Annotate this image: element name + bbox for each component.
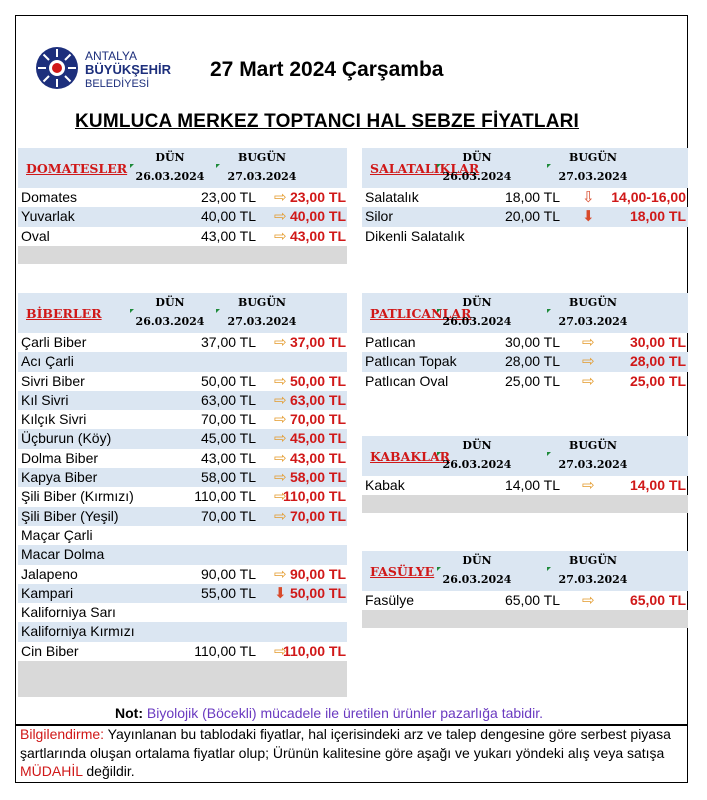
- price-today: 58,00 TL: [289, 469, 346, 486]
- product-name: Oval: [21, 227, 50, 244]
- product-name: Salatalık: [365, 189, 419, 205]
- note-text: Biyolojik (Böcekli) mücadele ile üretilen ürünler pazarlığa tabidir.: [146, 705, 543, 721]
- cell-marker-icon: [130, 309, 134, 313]
- trend-arrow-icon: ⬇: [274, 584, 287, 602]
- price-row: [18, 207, 347, 226]
- section-header: [362, 293, 688, 333]
- price-row: [18, 410, 347, 429]
- col-bugun-date: 27.03.2024: [558, 458, 628, 471]
- section-header: [362, 436, 688, 476]
- empty-row: [362, 495, 688, 513]
- price-row: [18, 526, 347, 545]
- product-name: Domates: [21, 189, 78, 205]
- cell-marker-icon: [437, 164, 441, 168]
- section-header: [18, 148, 347, 188]
- logo-line-1: ANTALYA: [85, 49, 138, 63]
- trend-arrow-icon: ⬇: [582, 208, 595, 226]
- product-name: Kıl Sivri: [21, 391, 69, 408]
- price-yesterday: 110,00 TL: [194, 488, 256, 505]
- trend-arrow-icon: ⇨: [582, 334, 595, 351]
- trend-arrow-icon: ⇨: [274, 227, 287, 245]
- price-today: 14,00-16,00: [611, 189, 686, 205]
- price-row: [362, 352, 688, 371]
- price-yesterday: 37,00 TL: [200, 334, 256, 350]
- info-text-before: Yayınlanan bu tablodaki fiyatlar, hal içerisindeki arz ve talep dengesine göre serbest piyasa şartlarında oluşan ortalama fiyatlar olup; Ürünün kalitesine göre aşağı ve yukarı yöndeki alış veya satışa: [20, 726, 671, 761]
- price-row: [18, 352, 347, 371]
- price-yesterday: 65,00 TL: [504, 592, 560, 608]
- product-name: Patlıcan: [365, 334, 416, 350]
- price-row: [18, 429, 347, 448]
- trend-arrow-icon: ⇨: [274, 411, 287, 429]
- section-biberler: [18, 293, 347, 697]
- product-name: Macar Dolma: [21, 546, 105, 563]
- trend-arrow-icon: ⇨: [274, 189, 287, 206]
- price-yesterday: 14,00 TL: [504, 477, 560, 493]
- price-yesterday: 43,00 TL: [200, 227, 256, 244]
- price-today: 14,00 TL: [629, 477, 686, 493]
- logo-line-3: BELEDİYESİ: [85, 78, 150, 90]
- product-name: Patlıcan Topak: [365, 353, 457, 370]
- col-bugun-date: 27.03.2024: [227, 315, 297, 328]
- empty-row: [18, 246, 347, 264]
- cell-marker-icon: [437, 452, 441, 456]
- info-label: Bilgilendirme:: [20, 726, 105, 742]
- price-yesterday: 90,00 TL: [200, 565, 256, 582]
- price-today: 110,00 TL: [282, 642, 346, 659]
- empty-row: [362, 610, 688, 628]
- note: [115, 705, 543, 721]
- product-name: Kampari: [21, 584, 74, 601]
- info-paragraph: [20, 725, 685, 781]
- price-yesterday: 18,00 TL: [504, 189, 560, 205]
- section-domatesler: [18, 148, 347, 264]
- price-yesterday: 63,00 TL: [200, 391, 256, 408]
- price-today: 110,00 TL: [282, 488, 346, 505]
- price-today: 43,00 TL: [289, 449, 346, 466]
- empty-row: [18, 679, 347, 697]
- price-row: [362, 227, 688, 246]
- price-today: 37,00 TL: [289, 334, 346, 350]
- sun-emblem-icon: [35, 46, 79, 90]
- price-yesterday: 70,00 TL: [200, 411, 256, 428]
- trend-arrow-icon: ⇨: [274, 488, 287, 506]
- col-bugun-date: 27.03.2024: [227, 170, 297, 183]
- cell-marker-icon: [547, 309, 551, 313]
- col-bugun-label: BUGÜN: [569, 554, 617, 567]
- trend-arrow-icon: ⇨: [274, 334, 287, 351]
- price-yesterday: 58,00 TL: [200, 469, 256, 486]
- cell-marker-icon: [216, 164, 220, 168]
- price-row: [362, 372, 688, 391]
- product-name: Sivri Biber: [21, 372, 85, 389]
- price-today: 70,00 TL: [289, 507, 346, 524]
- product-name: Dolma Biber: [21, 449, 99, 466]
- price-today: 30,00 TL: [629, 334, 686, 350]
- col-dun-label: DÜN: [155, 151, 185, 164]
- col-dun-date: 26.03.2024: [442, 315, 512, 328]
- product-name: Kaliforniya Sarı: [21, 604, 116, 621]
- info-highlight: MÜDAHİL: [20, 763, 83, 779]
- price-today: 65,00 TL: [629, 592, 686, 608]
- price-row: [18, 468, 347, 487]
- col-dun-date: 26.03.2024: [442, 458, 512, 471]
- trend-arrow-icon: ⇩: [582, 189, 595, 206]
- section-header: [362, 148, 688, 188]
- price-yesterday: 43,00 TL: [200, 449, 256, 466]
- page-title: KUMLUCA MERKEZ TOPTANCI HAL SEBZE FİYATLARI: [75, 111, 580, 132]
- category-title: PATLICANLAR: [370, 306, 472, 321]
- price-yesterday: 23,00 TL: [200, 189, 256, 205]
- price-row: [362, 188, 688, 207]
- col-bugun-date: 27.03.2024: [558, 573, 628, 586]
- price-today: 70,00 TL: [289, 411, 346, 428]
- price-today: 40,00 TL: [289, 208, 346, 225]
- price-yesterday: 55,00 TL: [200, 584, 256, 601]
- trend-arrow-icon: ⇨: [274, 449, 287, 467]
- cell-marker-icon: [547, 452, 551, 456]
- product-name: Maçar Çarli: [21, 526, 93, 543]
- cell-marker-icon: [130, 164, 134, 168]
- price-row: [18, 227, 347, 246]
- price-row: [18, 565, 347, 584]
- product-name: Yuvarlak: [21, 208, 75, 225]
- product-name: Şili Biber (Yeşil): [21, 507, 119, 524]
- product-name: Fasülye: [365, 592, 415, 608]
- price-row: [18, 449, 347, 468]
- price-row: [362, 333, 688, 352]
- price-today: 25,00 TL: [629, 372, 686, 389]
- price-today: 43,00 TL: [289, 227, 346, 244]
- price-yesterday: 40,00 TL: [200, 208, 256, 225]
- trend-arrow-icon: ⇨: [582, 353, 595, 371]
- note-label: Not:: [115, 705, 143, 721]
- category-title: BİBERLER: [26, 306, 102, 321]
- trend-arrow-icon: ⇨: [274, 565, 287, 583]
- product-name: Silor: [365, 208, 394, 225]
- price-yesterday: 30,00 TL: [504, 334, 560, 350]
- product-name: Kapya Biber: [21, 469, 98, 486]
- col-dun-label: DÜN: [155, 296, 185, 309]
- trend-arrow-icon: ⇨: [274, 372, 287, 390]
- cell-marker-icon: [547, 164, 551, 168]
- col-bugun-label: BUGÜN: [569, 439, 617, 452]
- price-yesterday: 45,00 TL: [200, 430, 256, 447]
- product-name: Çarli Biber: [21, 334, 87, 350]
- price-row: [18, 584, 347, 603]
- price-row: [18, 603, 347, 622]
- price-yesterday: 50,00 TL: [200, 372, 256, 389]
- trend-arrow-icon: ⇨: [582, 477, 595, 494]
- trend-arrow-icon: ⇨: [274, 430, 287, 448]
- price-row: [362, 207, 688, 226]
- price-row: [18, 188, 347, 207]
- col-bugun-label: BUGÜN: [569, 151, 617, 164]
- col-dun-date: 26.03.2024: [135, 170, 205, 183]
- product-name: Jalapeno: [21, 565, 78, 582]
- price-yesterday: 25,00 TL: [504, 372, 560, 389]
- cell-marker-icon: [437, 309, 441, 313]
- trend-arrow-icon: ⇨: [274, 507, 287, 525]
- col-dun-date: 26.03.2024: [442, 573, 512, 586]
- empty-row: [18, 661, 347, 679]
- price-today: 28,00 TL: [629, 353, 686, 370]
- col-dun-date: 26.03.2024: [442, 170, 512, 183]
- price-yesterday: 70,00 TL: [200, 507, 256, 524]
- price-today: 63,00 TL: [289, 391, 346, 408]
- price-row: [18, 622, 347, 641]
- price-row: [18, 507, 347, 526]
- price-row: [18, 642, 347, 661]
- info-text-after: değildir.: [82, 763, 135, 779]
- col-dun-label: DÜN: [462, 554, 492, 567]
- price-row: [18, 545, 347, 564]
- category-title: SALATALIKLAR: [370, 161, 480, 176]
- price-today: 50,00 TL: [289, 372, 346, 389]
- cell-marker-icon: [547, 567, 551, 571]
- price-row: [18, 372, 347, 391]
- trend-arrow-icon: ⇨: [582, 372, 595, 390]
- section-header: [18, 293, 347, 333]
- cell-marker-icon: [216, 309, 220, 313]
- cell-marker-icon: [437, 567, 441, 571]
- col-bugun-label: BUGÜN: [569, 296, 617, 309]
- trend-arrow-icon: ⇨: [582, 592, 595, 609]
- product-name: Dikenli Salatalık: [365, 227, 465, 244]
- col-dun-label: DÜN: [462, 296, 492, 309]
- logo-line-2: BÜYÜKŞEHİR: [85, 62, 171, 77]
- product-name: Cin Biber: [21, 642, 79, 659]
- product-name: Üçburun (Köy): [21, 430, 112, 447]
- price-row: [18, 333, 347, 352]
- section-patlicanlar: [362, 293, 688, 391]
- section-salataliklar: [362, 148, 688, 246]
- municipality-logo: [35, 46, 175, 96]
- product-name: Kılçık Sivri: [21, 411, 87, 428]
- section-fasulye: [362, 551, 688, 628]
- trend-arrow-icon: ⇨: [274, 642, 287, 660]
- product-name: Acı Çarli: [21, 353, 74, 370]
- col-bugun-label: BUGÜN: [238, 296, 286, 309]
- product-name: Şili Biber (Kırmızı): [21, 488, 134, 505]
- price-today: 50,00 TL: [289, 584, 346, 601]
- product-name: Patlıcan Oval: [365, 372, 449, 389]
- price-today: 23,00 TL: [289, 189, 346, 205]
- price-today: 45,00 TL: [289, 430, 346, 447]
- category-title: DOMATESLER: [26, 161, 128, 176]
- price-row: [18, 487, 347, 506]
- price-yesterday: 28,00 TL: [504, 353, 560, 370]
- section-header: [362, 551, 688, 591]
- col-dun-label: DÜN: [462, 151, 492, 164]
- price-today: 18,00 TL: [629, 208, 686, 225]
- trend-arrow-icon: ⇨: [274, 469, 287, 487]
- col-bugun-date: 27.03.2024: [558, 170, 628, 183]
- price-yesterday: 110,00 TL: [194, 642, 256, 659]
- price-row: [18, 391, 347, 410]
- category-title: KABAKLAR: [370, 449, 451, 464]
- col-dun-label: DÜN: [462, 439, 492, 452]
- page-date: 27 Mart 2024 Çarşamba: [210, 58, 444, 81]
- col-dun-date: 26.03.2024: [135, 315, 205, 328]
- col-bugun-label: BUGÜN: [238, 151, 286, 164]
- price-today: 90,00 TL: [289, 565, 346, 582]
- product-name: Kaliforniya Kırmızı: [21, 623, 135, 640]
- price-row: [362, 476, 688, 495]
- trend-arrow-icon: ⇨: [274, 391, 287, 409]
- product-name: Kabak: [365, 477, 405, 493]
- category-title: FASÜLYE: [370, 564, 435, 579]
- price-row: [362, 591, 688, 610]
- col-bugun-date: 27.03.2024: [558, 315, 628, 328]
- section-kabaklar: [362, 436, 688, 513]
- price-yesterday: 20,00 TL: [504, 208, 560, 225]
- trend-arrow-icon: ⇨: [274, 208, 287, 226]
